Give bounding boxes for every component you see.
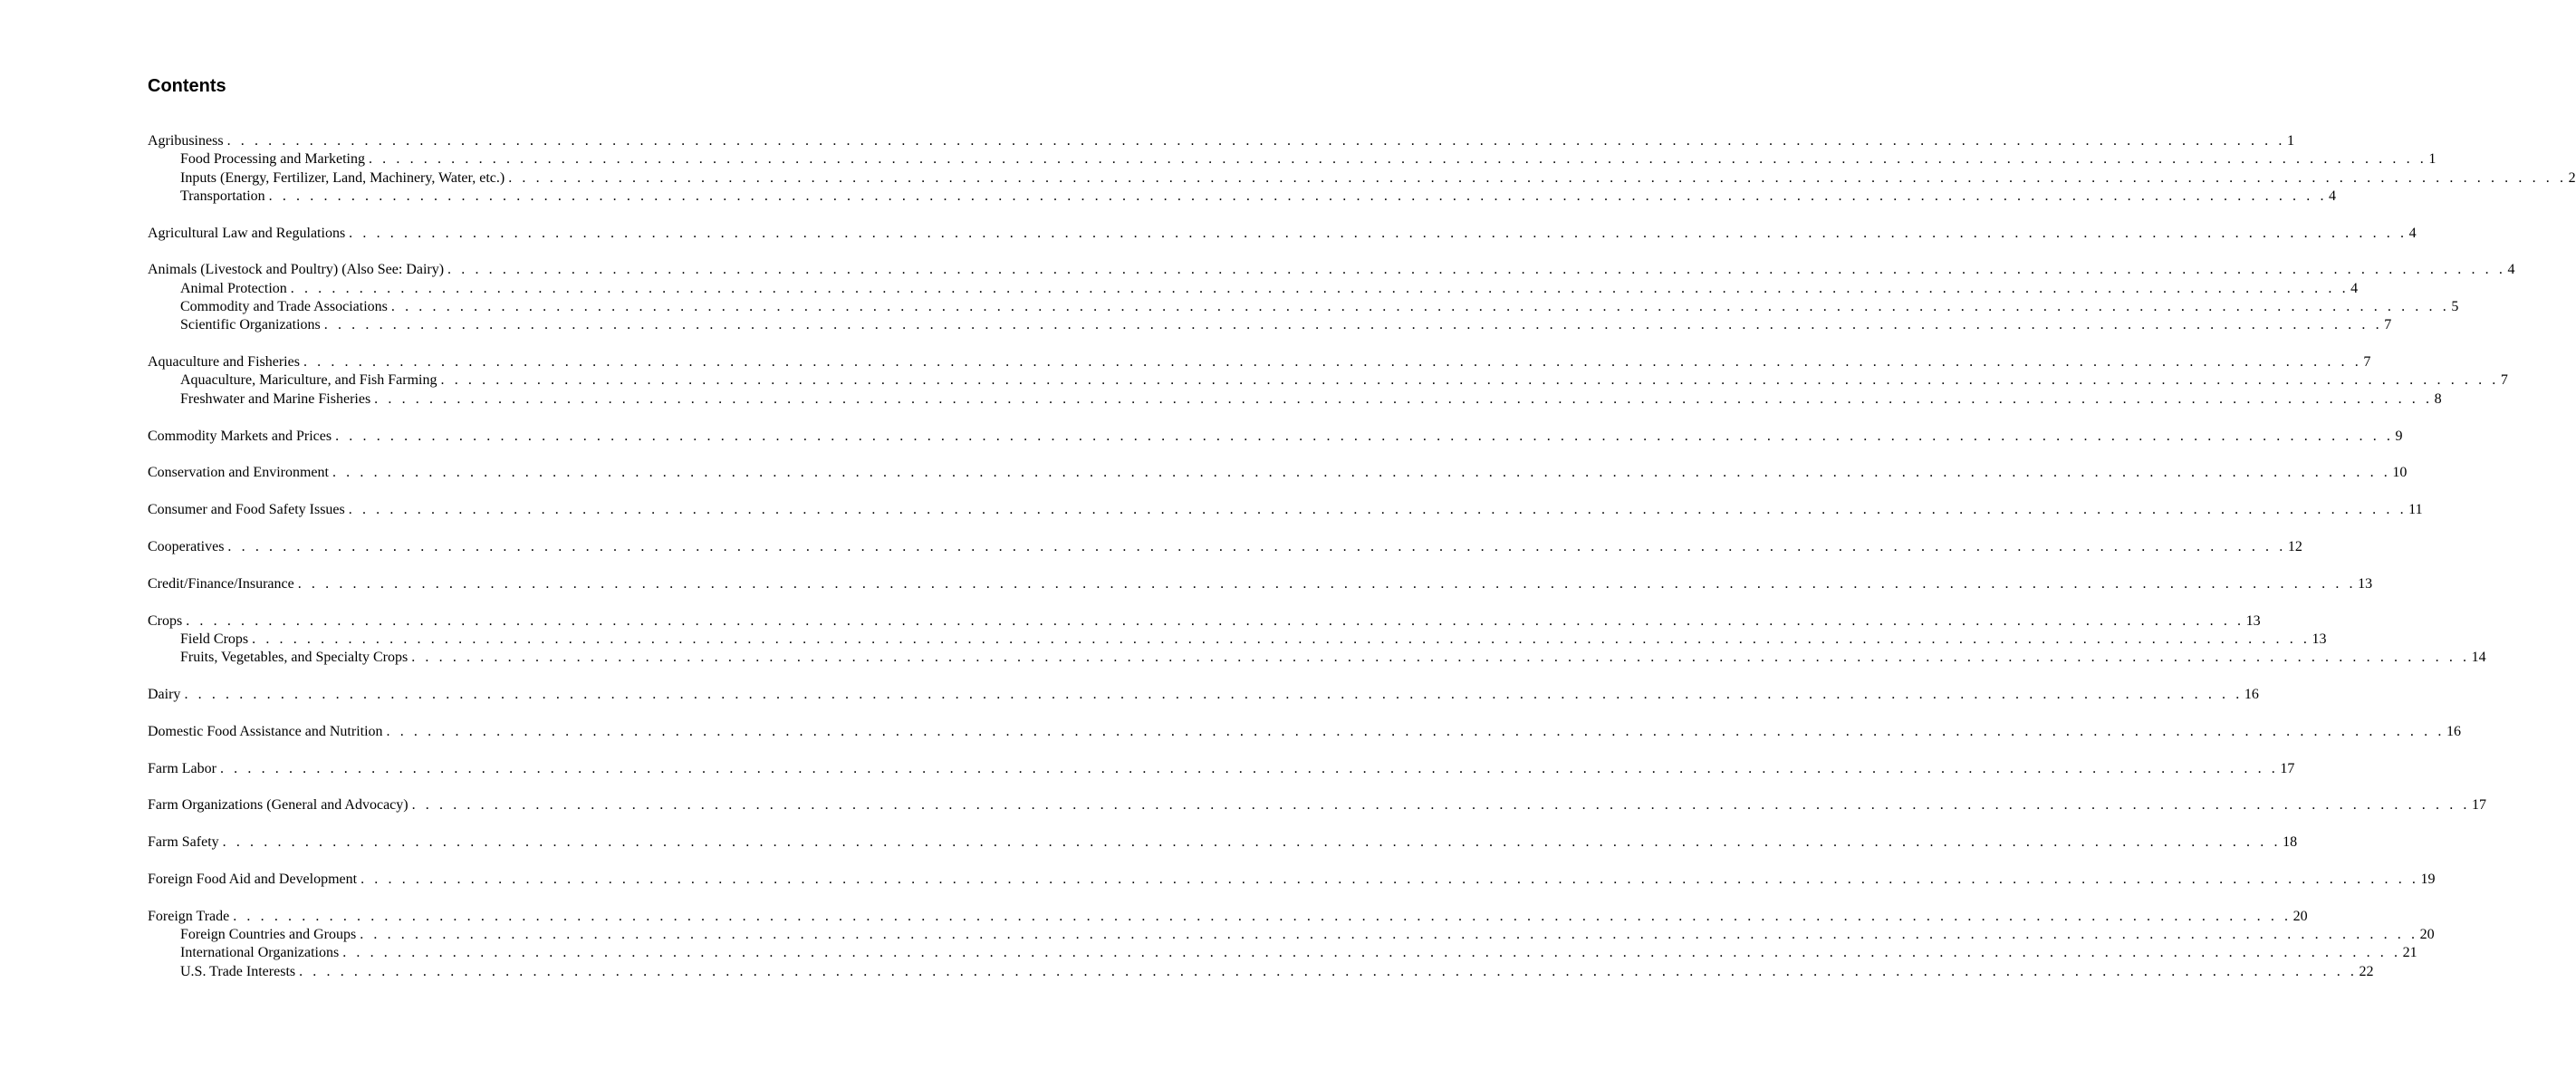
toc-entry-label: Animals (Livestock and Poultry) (Also See: Dairy) [148, 262, 445, 278]
toc-page-number: 4 [2507, 262, 2515, 278]
toc-subentry[interactable] [148, 169, 2576, 188]
dot-leader: . . . . . . . . . . . . . . . . . . . . . . . . . . . . . . . . . . . . . . . . . . . . . . . . . . . . . . . . . . . . . . . . . . . . . . . . . . . . . . . . . . . . . . . . . . . . . . . . . . . . . . . . . . . . . . . . . . . . . . . . . . . . . . . . . . . . . . . . . . . . . . . . . . . . . . [332, 465, 2391, 481]
toc-page-number: 5 [2451, 299, 2459, 315]
toc-group [148, 538, 2302, 556]
toc-entry-label: Aquaculture, Mariculture, and Fish Farming [180, 372, 437, 389]
toc-page-number: 19 [2420, 871, 2436, 887]
toc-group [148, 575, 2373, 593]
dot-leader: . . . . . . . . . . . . . . . . . . . . . . . . . . . . . . . . . . . . . . . . . . . . . . . . . . . . . . . . . . . . . . . . . . . . . . . . . . . . . . . . . . . . . . . . . . . . . . . . . . . . . . . . . . . . . . . . . . . . . . . . . . . . . . . . . . . . . . . . . . . . . . . . . . . . . . [290, 280, 2350, 296]
toc-page-number: 2 [2568, 169, 2576, 186]
dot-leader: . . . . . . . . . . . . . . . . . . . . . . . . . . . . . . . . . . . . . . . . . . . . . . . . . . . . . . . . . . . . . . . . . . . . . . . . . . . . . . . . . . . . . . . . . . . . . . . . . . . . . . . . . . . . . . . . . . . . . . . . . . . . . . . . . . . . . . . . . . . . . . . . . . . . . . [219, 760, 2279, 776]
toc-entry[interactable] [148, 760, 2295, 778]
dot-leader: . . . . . . . . . . . . . . . . . . . . . . . . . . . . . . . . . . . . . . . . . . . . . . . . . . . . . . . . . . . . . . . . . . . . . . . . . . . . . . . . . . . . . . . . . . . . . . . . . . . . . . . . . . . . . . . . . . . . . . . . . . . . . . . . . . . . . . . . . . . . . . . . . . . . . . [374, 390, 2433, 407]
toc-page-number: 4 [2329, 188, 2337, 204]
toc-group [148, 353, 2508, 409]
toc-page-number: 20 [2292, 908, 2308, 924]
toc-entry-label: Credit/Finance/Insurance [148, 575, 294, 592]
toc-page-number: 13 [2358, 575, 2373, 592]
toc-entry-label: Farm Organizations (General and Advocacy) [148, 797, 409, 814]
toc-entry[interactable] [148, 575, 2373, 593]
toc-group [148, 871, 2436, 889]
dot-leader: . . . . . . . . . . . . . . . . . . . . . . . . . . . . . . . . . . . . . . . . . . . . . . . . . . . . . . . . . . . . . . . . . . . . . . . . . . . . . . . . . . . . . . . . . . . . . . . . . . . . . . . . . . . . . . . . . . . . . . . . . . . . . . . . . . . . . . . . . . . . . . . . . . . . . . [323, 317, 2383, 333]
toc-entry-label: Food Processing and Marketing [180, 151, 365, 168]
toc-page-number: 22 [2359, 963, 2374, 979]
toc-page-number: 13 [2245, 612, 2261, 629]
dot-leader: . . . . . . . . . . . . . . . . . . . . . . . . . . . . . . . . . . . . . . . . . . . . . . . . . . . . . . . . . . . . . . . . . . . . . . . . . . . . . . . . . . . . . . . . . . . . . . . . . . . . . . . . . . . . . . . . . . . . . . . . . . . . . . . . . . . . . . . . . . . . . . . . . . . . . . [508, 169, 2567, 186]
toc-subentry[interactable] [148, 390, 2442, 409]
toc-entry-label: Fruits, Vegetables, and Specialty Crops [180, 650, 409, 666]
toc-entry-label: Inputs (Energy, Fertilizer, Land, Machinery, Water, etc.) [180, 169, 505, 186]
toc-entry-label: Foreign Trade [148, 908, 230, 924]
dot-leader: . . . . . . . . . . . . . . . . . . . . . . . . . . . . . . . . . . . . . . . . . . . . . . . . . . . . . . . . . . . . . . . . . . . . . . . . . . . . . . . . . . . . . . . . . . . . . . . . . . . . . . . . . . . . . . . . . . . . . . . . . . . . . . . . . . . . . . . . . . . . . . . . . . . . . . [342, 945, 2401, 961]
toc-page-number: 1 [2286, 133, 2294, 149]
toc-group [148, 796, 2487, 814]
toc-group [148, 225, 2417, 243]
toc-entry-label: Farm Labor [148, 760, 216, 776]
toc-entry-label: Transportation [180, 188, 265, 204]
toc-entry-label: Farm Safety [148, 834, 219, 851]
toc-page-number: 1 [2428, 151, 2437, 168]
toc-entry[interactable] [148, 723, 2461, 741]
dot-leader: . . . . . . . . . . . . . . . . . . . . . . . . . . . . . . . . . . . . . . . . . . . . . . . . . . . . . . . . . . . . . . . . . . . . . . . . . . . . . . . . . . . . . . . . . . . . . . . . . . . . . . . . . . . . . . . . . . . . . . . . . . . . . . . . . . . . . . . . . . . . . . . . . . . . . . [447, 262, 2506, 278]
toc-entry-label: Crops [148, 612, 183, 629]
toc-page-number: 17 [2472, 797, 2487, 814]
toc-entry-label: Freshwater and Marine Fisheries [180, 390, 371, 407]
toc-subentry[interactable] [148, 371, 2508, 390]
toc-subentry[interactable] [148, 926, 2435, 944]
toc-entry-label: U.S. Trade Interests [180, 963, 296, 979]
toc-page-number: 16 [2244, 686, 2259, 702]
toc-entry-label: Foreign Food Aid and Development [148, 871, 358, 887]
toc-group [148, 760, 2295, 778]
toc-page-number: 9 [2395, 428, 2403, 444]
toc-page-number: 20 [2419, 927, 2435, 943]
toc-entry-label: Conservation and Environment [148, 465, 329, 481]
dot-leader: . . . . . . . . . . . . . . . . . . . . . . . . . . . . . . . . . . . . . . . . . . . . . . . . . . . . . . . . . . . . . . . . . . . . . . . . . . . . . . . . . . . . . . . . . . . . . . . . . . . . . . . . . . . . . . . . . . . . . . . . . . . . . . . . . . . . . . . . . . . . . . . . . . . . . . [233, 908, 2292, 924]
toc-entry-label: Commodity Markets and Prices [148, 428, 332, 444]
toc-page-number: 10 [2392, 465, 2408, 481]
dot-leader: . . . . . . . . . . . . . . . . . . . . . . . . . . . . . . . . . . . . . . . . . . . . . . . . . . . . . . . . . . . . . . . . . . . . . . . . . . . . . . . . . . . . . . . . . . . . . . . . . . . . . . . . . . . . . . . . . . . . . . . . . . . . . . . . . . . . . . . . . . . . . . . . . . . . . . [411, 650, 2470, 666]
toc-page-number: 14 [2471, 650, 2486, 666]
toc-group [148, 723, 2461, 741]
toc-page-number: 13 [2312, 631, 2327, 647]
toc-entry[interactable] [148, 501, 2423, 519]
toc-page-number: 18 [2283, 834, 2298, 851]
toc-subentry[interactable] [148, 944, 2417, 962]
toc-group [148, 501, 2423, 519]
toc-group [148, 132, 2576, 206]
toc-page-number: 16 [2446, 723, 2461, 739]
toc-entry[interactable] [148, 464, 2408, 482]
toc-entry-label: Agricultural Law and Regulations [148, 225, 346, 241]
toc-page-number: 12 [2287, 538, 2302, 554]
page-title: Contents [148, 76, 226, 96]
dot-leader: . . . . . . . . . . . . . . . . . . . . . . . . . . . . . . . . . . . . . . . . . . . . . . . . . . . . . . . . . . . . . . . . . . . . . . . . . . . . . . . . . . . . . . . . . . . . . . . . . . . . . . . . . . . . . . . . . . . . . . . . . . . . . . . . . . . . . . . . . . . . . . . . . . . . . . [348, 502, 2408, 518]
toc-entry-label: Foreign Countries and Groups [180, 927, 357, 943]
toc-entry[interactable] [148, 612, 2261, 631]
toc-entry[interactable] [148, 353, 2371, 371]
toc-subentry[interactable] [148, 280, 2359, 298]
dot-leader: . . . . . . . . . . . . . . . . . . . . . . . . . . . . . . . . . . . . . . . . . . . . . . . . . . . . . . . . . . . . . . . . . . . . . . . . . . . . . . . . . . . . . . . . . . . . . . . . . . . . . . . . . . . . . . . . . . . . . . . . . . . . . . . . . . . . . . . . . . . . . . . . . . . . . . [268, 188, 2328, 204]
toc-page-number: 4 [2408, 225, 2417, 241]
toc-page-number: 7 [2500, 372, 2508, 389]
toc-entry[interactable] [148, 225, 2417, 243]
toc-subentry[interactable] [148, 963, 2374, 981]
toc-group [148, 833, 2298, 852]
dot-leader: . . . . . . . . . . . . . . . . . . . . . . . . . . . . . . . . . . . . . . . . . . . . . . . . . . . . . . . . . . . . . . . . . . . . . . . . . . . . . . . . . . . . . . . . . . . . . . . . . . . . . . . . . . . . . . . . . . . . . . . . . . . . . . . . . . . . . . . . . . . . . . . . . . . . . . [226, 133, 2285, 149]
dot-leader: . . . . . . . . . . . . . . . . . . . . . . . . . . . . . . . . . . . . . . . . . . . . . . . . . . . . . . . . . . . . . . . . . . . . . . . . . . . . . . . . . . . . . . . . . . . . . . . . . . . . . . . . . . . . . . . . . . . . . . . . . . . . . . . . . . . . . . . . . . . . . . . . . . . . . . [390, 299, 2450, 315]
toc-group [148, 612, 2486, 668]
toc-entry-label: Domestic Food Assistance and Nutrition [148, 723, 383, 739]
toc-entry-label: Scientific Organizations [180, 317, 321, 333]
dot-leader: . . . . . . . . . . . . . . . . . . . . . . . . . . . . . . . . . . . . . . . . . . . . . . . . . . . . . . . . . . . . . . . . . . . . . . . . . . . . . . . . . . . . . . . . . . . . . . . . . . . . . . . . . . . . . . . . . . . . . . . . . . . . . . . . . . . . . . . . . . . . . . . . . . . . . . [252, 631, 2311, 647]
toc-entry-label: Agribusiness [148, 133, 224, 149]
toc-subentry[interactable] [148, 649, 2486, 667]
toc-entry[interactable] [148, 871, 2436, 889]
toc-subentry[interactable] [148, 631, 2327, 649]
dot-leader: . . . . . . . . . . . . . . . . . . . . . . . . . . . . . . . . . . . . . . . . . . . . . . . . . . . . . . . . . . . . . . . . . . . . . . . . . . . . . . . . . . . . . . . . . . . . . . . . . . . . . . . . . . . . . . . . . . . . . . . . . . . . . . . . . . . . . . . . . . . . . . . . . . . . . . [184, 686, 2243, 702]
toc-entry[interactable] [148, 538, 2302, 556]
toc-group [148, 686, 2259, 704]
toc-subentry[interactable] [148, 188, 2337, 206]
toc-entry[interactable] [148, 132, 2294, 150]
dot-leader: . . . . . . . . . . . . . . . . . . . . . . . . . . . . . . . . . . . . . . . . . . . . . . . . . . . . . . . . . . . . . . . . . . . . . . . . . . . . . . . . . . . . . . . . . . . . . . . . . . . . . . . . . . . . . . . . . . . . . . . . . . . . . . . . . . . . . . . . . . . . . . . . . . . . . . [360, 871, 2419, 887]
dot-leader: . . . . . . . . . . . . . . . . . . . . . . . . . . . . . . . . . . . . . . . . . . . . . . . . . . . . . . . . . . . . . . . . . . . . . . . . . . . . . . . . . . . . . . . . . . . . . . . . . . . . . . . . . . . . . . . . . . . . . . . . . . . . . . . . . . . . . . . . . . . . . . . . . . . . . . [227, 538, 2286, 554]
dot-leader: . . . . . . . . . . . . . . . . . . . . . . . . . . . . . . . . . . . . . . . . . . . . . . . . . . . . . . . . . . . . . . . . . . . . . . . . . . . . . . . . . . . . . . . . . . . . . . . . . . . . . . . . . . . . . . . . . . . . . . . . . . . . . . . . . . . . . . . . . . . . . . . . . . . . . . [360, 927, 2418, 943]
toc-page-number: 21 [2402, 945, 2417, 961]
dot-leader: . . . . . . . . . . . . . . . . . . . . . . . . . . . . . . . . . . . . . . . . . . . . . . . . . . . . . . . . . . . . . . . . . . . . . . . . . . . . . . . . . . . . . . . . . . . . . . . . . . . . . . . . . . . . . . . . . . . . . . . . . . . . . . . . . . . . . . . . . . . . . . . . . . . . . . [222, 834, 2282, 851]
toc-entry-label: International Organizations [180, 945, 340, 961]
toc-entry[interactable] [148, 261, 2515, 279]
dot-leader: . . . . . . . . . . . . . . . . . . . . . . . . . . . . . . . . . . . . . . . . . . . . . . . . . . . . . . . . . . . . . . . . . . . . . . . . . . . . . . . . . . . . . . . . . . . . . . . . . . . . . . . . . . . . . . . . . . . . . . . . . . . . . . . . . . . . . . . . . . . . . . . . . . . . . . [186, 612, 2244, 629]
toc-entry[interactable] [148, 686, 2259, 704]
toc-subentry[interactable] [148, 316, 2392, 334]
toc-subentry[interactable] [148, 298, 2459, 316]
toc-entry-label: Commodity and Trade Associations [180, 299, 388, 315]
toc-entry[interactable] [148, 833, 2298, 852]
toc-entry[interactable] [148, 428, 2403, 446]
toc-entry-label: Cooperatives [148, 538, 225, 554]
table-of-contents [148, 132, 2576, 999]
dot-leader: . . . . . . . . . . . . . . . . . . . . . . . . . . . . . . . . . . . . . . . . . . . . . . . . . . . . . . . . . . . . . . . . . . . . . . . . . . . . . . . . . . . . . . . . . . . . . . . . . . . . . . . . . . . . . . . . . . . . . . . . . . . . . . . . . . . . . . . . . . . . . . . . . . . . . . [297, 575, 2357, 592]
dot-leader: . . . . . . . . . . . . . . . . . . . . . . . . . . . . . . . . . . . . . . . . . . . . . . . . . . . . . . . . . . . . . . . . . . . . . . . . . . . . . . . . . . . . . . . . . . . . . . . . . . . . . . . . . . . . . . . . . . . . . . . . . . . . . . . . . . . . . . . . . . . . . . . . . . . . . . [303, 354, 2362, 371]
dot-leader: . . . . . . . . . . . . . . . . . . . . . . . . . . . . . . . . . . . . . . . . . . . . . . . . . . . . . . . . . . . . . . . . . . . . . . . . . . . . . . . . . . . . . . . . . . . . . . . . . . . . . . . . . . . . . . . . . . . . . . . . . . . . . . . . . . . . . . . . . . . . . . . . . . . . . . [299, 963, 2358, 979]
dot-leader: . . . . . . . . . . . . . . . . . . . . . . . . . . . . . . . . . . . . . . . . . . . . . . . . . . . . . . . . . . . . . . . . . . . . . . . . . . . . . . . . . . . . . . . . . . . . . . . . . . . . . . . . . . . . . . . . . . . . . . . . . . . . . . . . . . . . . . . . . . . . . . . . . . . . . . [335, 428, 2394, 444]
toc-group [148, 908, 2435, 981]
toc-page-number: 8 [2434, 390, 2442, 407]
toc-entry[interactable] [148, 796, 2487, 814]
toc-page-number: 4 [2350, 280, 2359, 296]
toc-group [148, 464, 2408, 482]
toc-entry-label: Field Crops [180, 631, 249, 647]
toc-group [148, 428, 2403, 446]
toc-entry[interactable] [148, 908, 2308, 926]
dot-leader: . . . . . . . . . . . . . . . . . . . . . . . . . . . . . . . . . . . . . . . . . . . . . . . . . . . . . . . . . . . . . . . . . . . . . . . . . . . . . . . . . . . . . . . . . . . . . . . . . . . . . . . . . . . . . . . . . . . . . . . . . . . . . . . . . . . . . . . . . . . . . . . . . . . . . . [411, 797, 2471, 814]
toc-subentry[interactable] [148, 150, 2437, 169]
toc-page-number: 11 [2408, 502, 2423, 518]
dot-leader: . . . . . . . . . . . . . . . . . . . . . . . . . . . . . . . . . . . . . . . . . . . . . . . . . . . . . . . . . . . . . . . . . . . . . . . . . . . . . . . . . . . . . . . . . . . . . . . . . . . . . . . . . . . . . . . . . . . . . . . . . . . . . . . . . . . . . . . . . . . . . . . . . . . . . . [368, 151, 2427, 168]
toc-entry-label: Consumer and Food Safety Issues [148, 502, 345, 518]
toc-entry-label: Animal Protection [180, 280, 287, 296]
dot-leader: . . . . . . . . . . . . . . . . . . . . . . . . . . . . . . . . . . . . . . . . . . . . . . . . . . . . . . . . . . . . . . . . . . . . . . . . . . . . . . . . . . . . . . . . . . . . . . . . . . . . . . . . . . . . . . . . . . . . . . . . . . . . . . . . . . . . . . . . . . . . . . . . . . . . . . [349, 225, 2408, 241]
toc-page-number: 7 [2363, 354, 2371, 371]
toc-group [148, 261, 2515, 334]
toc-entry-label: Aquaculture and Fisheries [148, 354, 300, 371]
toc-entry-label: Dairy [148, 686, 181, 702]
dot-leader: . . . . . . . . . . . . . . . . . . . . . . . . . . . . . . . . . . . . . . . . . . . . . . . . . . . . . . . . . . . . . . . . . . . . . . . . . . . . . . . . . . . . . . . . . . . . . . . . . . . . . . . . . . . . . . . . . . . . . . . . . . . . . . . . . . . . . . . . . . . . . . . . . . . . . . [440, 372, 2499, 389]
toc-page-number: 17 [2280, 760, 2295, 776]
dot-leader: . . . . . . . . . . . . . . . . . . . . . . . . . . . . . . . . . . . . . . . . . . . . . . . . . . . . . . . . . . . . . . . . . . . . . . . . . . . . . . . . . . . . . . . . . . . . . . . . . . . . . . . . . . . . . . . . . . . . . . . . . . . . . . . . . . . . . . . . . . . . . . . . . . . . . . [386, 723, 2445, 739]
toc-page-number: 7 [2384, 317, 2392, 333]
